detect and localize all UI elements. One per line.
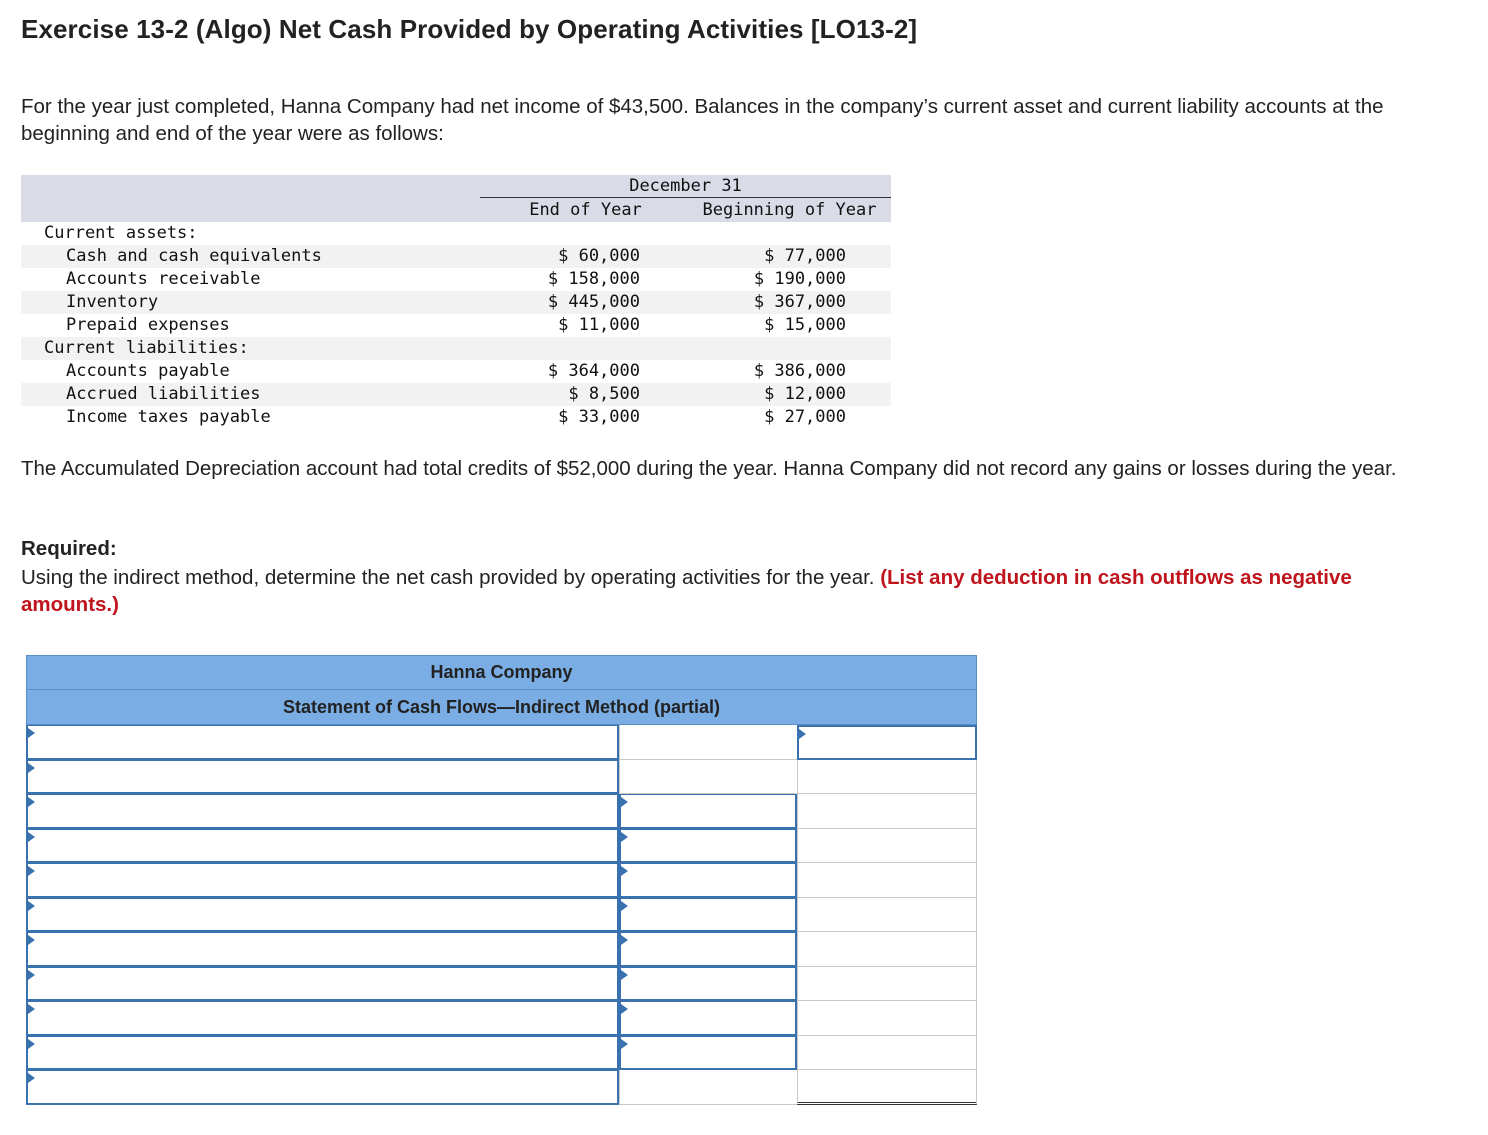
amount-input[interactable] xyxy=(619,829,797,864)
table-row xyxy=(21,268,891,291)
december-31-header: December 31 xyxy=(480,175,891,198)
table-row xyxy=(21,360,891,383)
balances-table-header xyxy=(21,175,891,222)
empty-cell xyxy=(619,725,797,760)
dropdown-marker-icon xyxy=(621,1039,628,1049)
total-amount-input[interactable] xyxy=(797,725,977,760)
cash-flow-statement-grid xyxy=(26,655,977,1105)
end-value: $ 158,000 xyxy=(547,269,640,289)
label-dropdown[interactable] xyxy=(26,932,619,967)
row-label: Prepaid expenses xyxy=(66,315,230,335)
row-label: Accrued liabilities xyxy=(66,384,261,404)
dropdown-marker-icon xyxy=(28,728,35,738)
end-value: $ 364,000 xyxy=(547,361,640,381)
current-liabilities-label: Current liabilities: xyxy=(44,338,249,358)
dropdown-marker-icon xyxy=(621,832,628,842)
statement-row xyxy=(26,932,977,967)
empty-cell xyxy=(797,794,977,829)
begin-value: $ 15,000 xyxy=(764,315,846,335)
balances-table xyxy=(21,175,891,429)
row-label: Income taxes payable xyxy=(66,407,271,427)
empty-cell xyxy=(797,932,977,967)
empty-cell xyxy=(797,1001,977,1036)
statement-row xyxy=(26,794,977,829)
dropdown-marker-icon xyxy=(621,797,628,807)
row-label: Accounts payable xyxy=(66,361,230,381)
dropdown-marker-icon xyxy=(28,935,35,945)
required-label: Required: xyxy=(21,537,117,560)
net-cash-total-cell xyxy=(797,1070,977,1105)
beginning-of-year-header: Beginning of Year xyxy=(702,200,877,220)
depreciation-note: The Accumulated Depreciation account had total credits of $52,000 during the year. Hanna Company did not record any gains or losses during the year. xyxy=(21,457,1397,480)
dropdown-marker-icon xyxy=(621,935,628,945)
empty-cell xyxy=(797,863,977,898)
statement-row xyxy=(26,829,977,864)
label-dropdown[interactable] xyxy=(26,863,619,898)
empty-cell xyxy=(797,1036,977,1071)
current-assets-label: Current assets: xyxy=(44,223,198,243)
label-dropdown[interactable] xyxy=(26,829,619,864)
empty-cell xyxy=(797,898,977,933)
required-hint: (List any deduction in cash outflows as negative amounts.) xyxy=(21,566,1352,616)
row-label: Cash and cash equivalents xyxy=(66,246,322,266)
amount-input[interactable] xyxy=(619,898,797,933)
statement-row xyxy=(26,725,977,760)
empty-cell xyxy=(797,967,977,1002)
dropdown-marker-icon xyxy=(28,1073,35,1083)
exercise-title: Exercise 13-2 (Algo) Net Cash Provided by Operating Activities [LO13-2] xyxy=(21,14,918,44)
end-value: $ 33,000 xyxy=(558,407,640,427)
statement-row xyxy=(26,967,977,1002)
label-dropdown[interactable] xyxy=(26,794,619,829)
intro-paragraph: For the year just completed, Hanna Company had net income of $43,500. Balances in the company’s current asset and current liability accounts at the beginning and end of the year were as follows: xyxy=(21,95,1384,145)
dropdown-marker-icon xyxy=(28,901,35,911)
row-label: Inventory xyxy=(66,292,159,312)
row-label: Accounts receivable xyxy=(66,269,261,289)
begin-value: $ 367,000 xyxy=(753,292,846,312)
statement-row xyxy=(26,760,977,795)
dropdown-marker-icon xyxy=(621,1004,628,1014)
label-dropdown[interactable] xyxy=(26,1001,619,1036)
table-row xyxy=(21,406,891,429)
begin-value: $ 27,000 xyxy=(764,407,846,427)
dropdown-marker-icon xyxy=(28,866,35,876)
statement-row xyxy=(26,863,977,898)
dropdown-marker-icon xyxy=(799,729,806,739)
end-value: $ 445,000 xyxy=(547,292,640,312)
amount-input[interactable] xyxy=(619,863,797,898)
end-of-year-header: End of Year xyxy=(529,200,642,220)
begin-value: $ 77,000 xyxy=(764,246,846,266)
amount-input[interactable] xyxy=(619,1036,797,1071)
end-value: $ 8,500 xyxy=(568,384,640,404)
label-dropdown[interactable] xyxy=(26,760,619,795)
table-row xyxy=(21,245,891,268)
amount-input[interactable] xyxy=(619,967,797,1002)
table-row xyxy=(21,314,891,337)
dropdown-marker-icon xyxy=(28,1004,35,1014)
begin-value: $ 386,000 xyxy=(753,361,846,381)
empty-cell xyxy=(797,829,977,864)
begin-value: $ 12,000 xyxy=(764,384,846,404)
dropdown-marker-icon xyxy=(621,866,628,876)
amount-input[interactable] xyxy=(619,1001,797,1036)
begin-value: $ 190,000 xyxy=(753,269,846,289)
empty-cell xyxy=(619,1070,797,1105)
statement-company-name: Hanna Company xyxy=(26,655,977,690)
label-dropdown[interactable] xyxy=(26,1070,619,1105)
dropdown-marker-icon xyxy=(28,1039,35,1049)
required-instruction: Using the indirect method, determine the net cash provided by operating activities for the year. xyxy=(21,566,881,589)
statement-row xyxy=(26,1070,977,1105)
dropdown-marker-icon xyxy=(28,763,35,773)
table-row xyxy=(21,291,891,314)
statement-title: Statement of Cash Flows—Indirect Method (partial) xyxy=(26,690,977,725)
label-dropdown[interactable] xyxy=(26,967,619,1002)
label-dropdown[interactable] xyxy=(26,1036,619,1071)
end-value: $ 11,000 xyxy=(558,315,640,335)
label-dropdown[interactable] xyxy=(26,898,619,933)
empty-cell xyxy=(619,760,797,795)
table-row xyxy=(21,383,891,406)
statement-row xyxy=(26,1036,977,1071)
dropdown-marker-icon xyxy=(621,970,628,980)
end-value: $ 60,000 xyxy=(558,246,640,266)
dropdown-marker-icon xyxy=(621,901,628,911)
dropdown-marker-icon xyxy=(28,970,35,980)
label-dropdown[interactable] xyxy=(26,725,619,760)
required-text xyxy=(21,564,1441,618)
statement-row xyxy=(26,1001,977,1036)
current-liabilities-heading-row xyxy=(21,337,891,360)
current-assets-heading-row xyxy=(21,222,891,245)
empty-cell xyxy=(797,760,977,795)
amount-input[interactable] xyxy=(619,794,797,829)
dropdown-marker-icon xyxy=(28,832,35,842)
statement-row xyxy=(26,898,977,933)
amount-input[interactable] xyxy=(619,932,797,967)
dropdown-marker-icon xyxy=(28,797,35,807)
